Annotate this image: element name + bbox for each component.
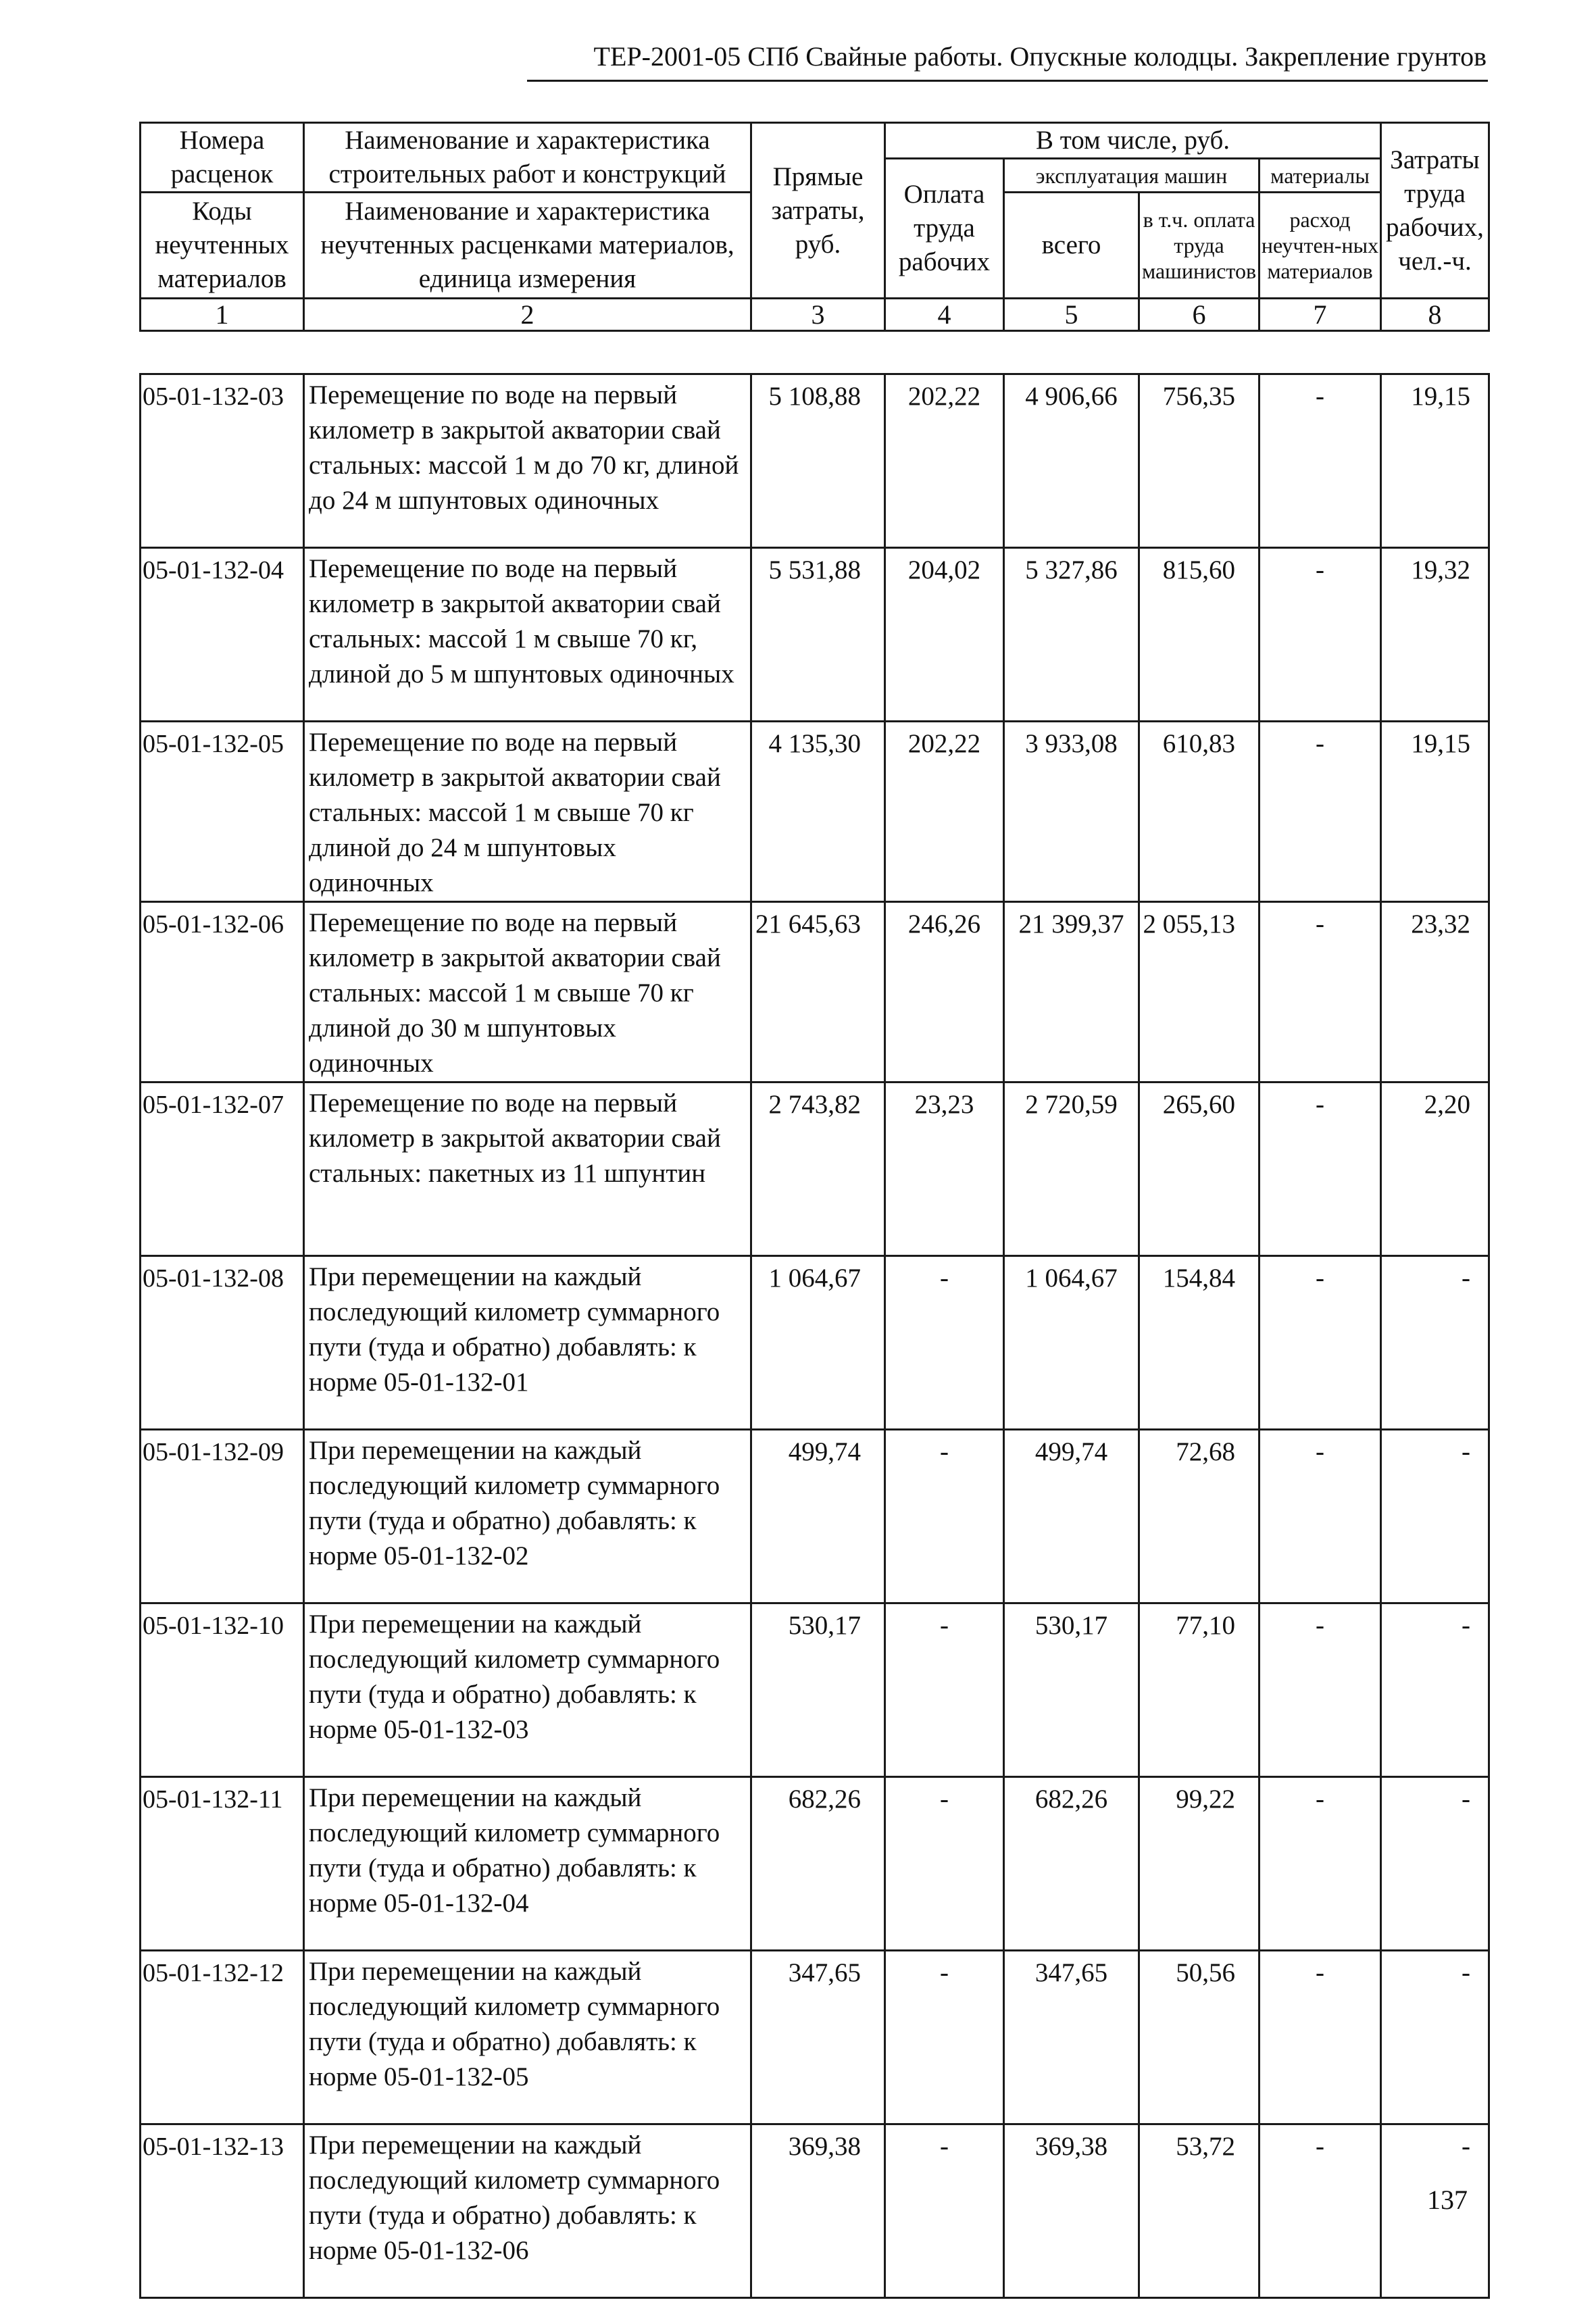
machine-total: 682,26 <box>1004 1777 1139 1951</box>
header-labor-hours: Затраты труда рабочих, чел.-ч. <box>1381 123 1489 299</box>
column-number: 7 <box>1260 299 1381 331</box>
rate-code: 05-01-132-05 <box>141 722 304 902</box>
table-row <box>141 722 1489 902</box>
header-operator-pay: в т.ч. оплата труда машинистов <box>1139 193 1260 299</box>
machine-total: 530,17 <box>1004 1603 1139 1777</box>
header-including: В том числе, руб. <box>885 123 1381 159</box>
rate-code: 05-01-132-09 <box>141 1430 304 1603</box>
table-row <box>141 1430 1489 1603</box>
rate-code: 05-01-132-04 <box>141 548 304 722</box>
rate-description: При перемещении на каждый последующий километр суммарного пути (туда и обратно) добавлять: к норме 05-01-132-04 <box>304 1777 751 1951</box>
table-row <box>141 1082 1489 1256</box>
labor-pay: 202,22 <box>885 722 1004 902</box>
column-number: 2 <box>304 299 751 331</box>
operator-pay: 72,68 <box>1139 1430 1260 1603</box>
rate-description: При перемещении на каждый последующий километр суммарного пути (туда и обратно) добавлять: к норме 05-01-132-03 <box>304 1603 751 1777</box>
labor-pay: - <box>885 1430 1004 1603</box>
operator-pay: 77,10 <box>1139 1603 1260 1777</box>
operator-pay: 99,22 <box>1139 1777 1260 1951</box>
operator-pay: 53,72 <box>1139 2124 1260 2298</box>
unaccounted-materials: - <box>1260 1256 1381 1430</box>
direct-costs: 21 645,63 <box>751 902 885 1082</box>
unaccounted-materials: - <box>1260 374 1381 548</box>
table-row <box>141 1777 1489 1951</box>
direct-costs: 499,74 <box>751 1430 885 1603</box>
direct-costs: 347,65 <box>751 1951 885 2124</box>
rate-description: Перемещение по воде на первый километр в закрытой акватории свай стальных: массой 1 м до 70 кг, длиной до 24 м шпунтовых одиночных <box>304 374 751 548</box>
labor-hours: 23,32 <box>1381 902 1489 1082</box>
rate-code: 05-01-132-10 <box>141 1603 304 1777</box>
labor-hours: 19,32 <box>1381 548 1489 722</box>
labor-hours: - <box>1381 2124 1489 2298</box>
operator-pay: 154,84 <box>1139 1256 1260 1430</box>
operator-pay: 265,60 <box>1139 1082 1260 1256</box>
table-row <box>141 1256 1489 1430</box>
column-number: 3 <box>751 299 885 331</box>
header-materials: материалы <box>1260 159 1381 193</box>
rate-code: 05-01-132-03 <box>141 374 304 548</box>
direct-costs: 369,38 <box>751 2124 885 2298</box>
labor-pay: - <box>885 1603 1004 1777</box>
table-row <box>141 548 1489 722</box>
unaccounted-materials: - <box>1260 1777 1381 1951</box>
machine-total: 4 906,66 <box>1004 374 1139 548</box>
operator-pay: 50,56 <box>1139 1951 1260 2124</box>
unaccounted-materials: - <box>1260 722 1381 902</box>
labor-pay: - <box>885 1256 1004 1430</box>
rate-code: 05-01-132-12 <box>141 1951 304 2124</box>
operator-pay: 2 055,13 <box>1139 902 1260 1082</box>
rate-description: При перемещении на каждый последующий километр суммарного пути (туда и обратно) добавлять: к норме 05-01-132-05 <box>304 1951 751 2124</box>
rate-description: При перемещении на каждый последующий километр суммарного пути (туда и обратно) добавлять: к норме 05-01-132-02 <box>304 1430 751 1603</box>
direct-costs: 4 135,30 <box>751 722 885 902</box>
machine-total: 369,38 <box>1004 2124 1139 2298</box>
rate-code: 05-01-132-13 <box>141 2124 304 2298</box>
header-direct-costs: Прямые затраты, руб. <box>751 123 885 299</box>
table-row <box>141 374 1489 548</box>
table-row <box>141 1603 1489 1777</box>
labor-pay: - <box>885 1777 1004 1951</box>
page-number: 137 <box>1427 2185 1468 2215</box>
rate-description: Перемещение по воде на первый километр в закрытой акватории свай стальных: массой 1 м свыше 70 кг, длиной до 5 м шпунтовых одиночных <box>304 548 751 722</box>
column-number: 4 <box>885 299 1004 331</box>
labor-hours: 2,20 <box>1381 1082 1489 1256</box>
header-material-codes: Коды неучтенных материалов <box>141 193 304 299</box>
running-header: ТЕР-2001-05 СПб Свайные работы. Опускные колодцы. Закрепление грунтов <box>593 41 1487 72</box>
labor-hours: - <box>1381 1777 1489 1951</box>
rate-description: Перемещение по воде на первый километр в закрытой акватории свай стальных: пакетных из 11 шпунтин <box>304 1082 751 1256</box>
operator-pay: 815,60 <box>1139 548 1260 722</box>
header-machine-operation: эксплуатация машин <box>1004 159 1260 193</box>
machine-total: 5 327,86 <box>1004 548 1139 722</box>
labor-pay: - <box>885 1951 1004 2124</box>
operator-pay: 610,83 <box>1139 722 1260 902</box>
direct-costs: 2 743,82 <box>751 1082 885 1256</box>
unaccounted-materials: - <box>1260 1603 1381 1777</box>
rate-code: 05-01-132-06 <box>141 902 304 1082</box>
column-number: 8 <box>1381 299 1489 331</box>
labor-pay: 204,02 <box>885 548 1004 722</box>
column-number: 1 <box>141 299 304 331</box>
header-work-name: Наименование и характеристика строительных работ и конструкций <box>304 123 751 193</box>
unaccounted-materials: - <box>1260 1951 1381 2124</box>
table-row <box>141 1951 1489 2124</box>
header-material-name: Наименование и характеристика неучтенных расценками материалов, единица измерения <box>304 193 751 299</box>
machine-total: 1 064,67 <box>1004 1256 1139 1430</box>
unaccounted-materials: - <box>1260 548 1381 722</box>
labor-hours: - <box>1381 1603 1489 1777</box>
table-row <box>141 902 1489 1082</box>
table-header <box>139 122 1490 332</box>
header-rule <box>527 80 1488 82</box>
rate-code: 05-01-132-08 <box>141 1256 304 1430</box>
labor-hours: 19,15 <box>1381 722 1489 902</box>
labor-hours: - <box>1381 1951 1489 2124</box>
unaccounted-materials: - <box>1260 1082 1381 1256</box>
machine-total: 347,65 <box>1004 1951 1139 2124</box>
rate-description: Перемещение по воде на первый километр в закрытой акватории свай стальных: массой 1 м свыше 70 кг длиной до 24 м шпунтовых одиночных <box>304 722 751 902</box>
labor-hours: - <box>1381 1430 1489 1603</box>
machine-total: 21 399,37 <box>1004 902 1139 1082</box>
rates-table <box>139 373 1490 2299</box>
direct-costs: 5 531,88 <box>751 548 885 722</box>
column-number: 6 <box>1139 299 1260 331</box>
header-unaccounted-materials: расход неучтен-ных материалов <box>1260 193 1381 299</box>
labor-hours: - <box>1381 1256 1489 1430</box>
rate-code: 05-01-132-11 <box>141 1777 304 1951</box>
operator-pay: 756,35 <box>1139 374 1260 548</box>
header-machine-total: всего <box>1004 193 1139 299</box>
rate-code: 05-01-132-07 <box>141 1082 304 1256</box>
machine-total: 499,74 <box>1004 1430 1139 1603</box>
labor-pay: 246,26 <box>885 902 1004 1082</box>
unaccounted-materials: - <box>1260 1430 1381 1603</box>
direct-costs: 530,17 <box>751 1603 885 1777</box>
column-number: 5 <box>1004 299 1139 331</box>
direct-costs: 5 108,88 <box>751 374 885 548</box>
unaccounted-materials: - <box>1260 2124 1381 2298</box>
machine-total: 3 933,08 <box>1004 722 1139 902</box>
direct-costs: 682,26 <box>751 1777 885 1951</box>
header-rate-numbers: Номера расценок <box>141 123 304 193</box>
labor-pay: 23,23 <box>885 1082 1004 1256</box>
labor-pay: 202,22 <box>885 374 1004 548</box>
rate-description: Перемещение по воде на первый километр в закрытой акватории свай стальных: массой 1 м свыше 70 кг длиной до 30 м шпунтовых одиночных <box>304 902 751 1082</box>
rate-description: При перемещении на каждый последующий километр суммарного пути (туда и обратно) добавлять: к норме 05-01-132-06 <box>304 2124 751 2298</box>
header-labor-pay: Оплата труда рабочих <box>885 159 1004 299</box>
labor-hours: 19,15 <box>1381 374 1489 548</box>
unaccounted-materials: - <box>1260 902 1381 1082</box>
machine-total: 2 720,59 <box>1004 1082 1139 1256</box>
rate-description: При перемещении на каждый последующий километр суммарного пути (туда и обратно) добавлять: к норме 05-01-132-01 <box>304 1256 751 1430</box>
direct-costs: 1 064,67 <box>751 1256 885 1430</box>
table-row <box>141 2124 1489 2298</box>
labor-pay: - <box>885 2124 1004 2298</box>
